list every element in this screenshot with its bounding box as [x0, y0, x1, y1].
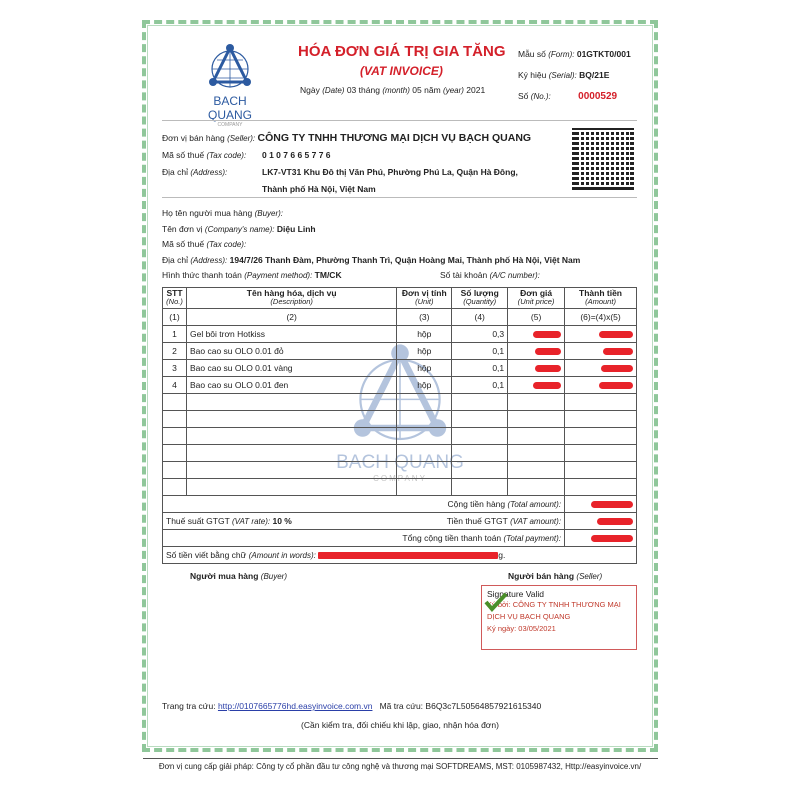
empty-row: [163, 444, 637, 461]
empty-row: [163, 410, 637, 427]
divider: [162, 120, 637, 121]
seller-sign-label: Người bán hàng (Seller): [508, 571, 603, 581]
redacted: [597, 518, 633, 525]
table-row: 4 Bao cao su OLO 0.01 đen hộp 0,1: [163, 376, 637, 393]
vat-row: Thuế suất GTGT (VAT rate): 10 % Tiền thuế GTGT (VAT amount):: [163, 512, 637, 529]
total-amount-row: Cộng tiền hàng (Total amount):: [163, 495, 637, 512]
lookup-link[interactable]: http://0107665776hd.easyinvoice.com.vn: [217, 701, 373, 711]
lookup-note: (Cần kiểm tra, đối chiếu khi lập, giao, nhận hóa đơn): [301, 720, 499, 730]
redacted: [599, 382, 633, 389]
empty-row: [163, 478, 637, 495]
checkmark-icon: [484, 592, 508, 612]
items-table: [162, 287, 637, 564]
invoice-subtitle: (VAT INVOICE): [360, 64, 443, 78]
table-header: STT (No.) Tên hàng hóa, dịch vụ (Description) Đơn vị tính (Unit) Số lượng (Quantity) Đơn giá (Unit price) Thành tiền (Amount): [163, 288, 637, 309]
logo-globe-icon: [205, 42, 255, 92]
redacted: [591, 501, 633, 508]
total-payment-row: Tổng cộng tiền thanh toán (Total payment):: [163, 529, 637, 546]
redacted: [535, 348, 561, 355]
redacted: [535, 365, 561, 372]
buyer-sign-label: Người mua hàng (Buyer): [190, 571, 288, 581]
seller-info: Đơn vị bán hàng (Seller): CÔNG TY TNHH THƯƠNG MẠI DỊCH VỤ BẠCH QUANG Mã số thuế (Tax code): 0 1 0 7 6 6 5 7 7 6 Địa chỉ (Address): LK7-VT31 Khu Đô thị Văn Phú, Phường Phú La, Quận Hà Đông, Thành phố Hà Nội, Việt Nam: [162, 132, 532, 194]
logo-sub: COMPANY: [217, 122, 243, 128]
qr-code: [572, 128, 634, 190]
company-logo: [190, 42, 270, 128]
redacted: [601, 365, 633, 372]
footer-provider: Đơn vị cung cấp giải pháp: Công ty cổ phần đầu tư công nghệ và thương mại SOFTDREAMS, MST: 0105987432, Http://easyinvoice.vn/: [158, 762, 642, 771]
redacted: [591, 535, 633, 542]
index-row: (1) (2) (3) (4) (5) (6)=(4)x(5): [163, 308, 637, 325]
digital-signature: Signature Valid Ký bởi: CÔNG TY TNHH THƯƠNG MẠI DỊCH VỤ BẠCH QUANG Ký ngày: 03/05/2021: [481, 585, 637, 650]
table-row: 1 Gel bôi trơn Hotkiss hộp 0,3: [163, 325, 637, 342]
buyer-info: Họ tên người mua hàng (Buyer): Tên đơn vị (Company's name): Diệu Linh Mã số thuế (Tax code): Địa chỉ (Address): 194/7/26 Thanh Đàm, Phường Thanh Trì, Quận Hoàng Mai, Thành phố Hà Nội, Việt Nam Hình thức thanh toán (Payment method): TM/CK Số tài khoản (A/C number):: [162, 208, 581, 280]
empty-row: [163, 461, 637, 478]
watermark: BACH QUANG COMPANY: [320, 340, 480, 483]
table-row: 2 Bao cao su OLO 0.01 đỏ hộp 0,1: [163, 342, 637, 359]
empty-row: [163, 393, 637, 410]
table-row: 3 Bao cao su OLO 0.01 vàng hộp 0,1: [163, 359, 637, 376]
empty-row: [163, 427, 637, 444]
invoice-date: Ngày (Date) 03 tháng (month) 05 năm (year) 2021: [300, 85, 486, 95]
amount-words-row: Số tiền viết bằng chữ (Amount in words): g.: [163, 546, 637, 563]
lookup-info: Trang tra cứu: http://0107665776hd.easyinvoice.com.vn Mã tra cứu: B6Q3c7L50564857921615340: [162, 701, 542, 711]
redacted: [599, 331, 633, 338]
footer-divider: [143, 758, 658, 759]
logo-name: BACH QUANG: [207, 94, 252, 122]
redacted: [603, 348, 633, 355]
invoice-title: HÓA ĐƠN GIÁ TRỊ GIA TĂNG: [298, 43, 506, 60]
redacted: [318, 552, 498, 559]
redacted: [533, 382, 561, 389]
redacted: [533, 331, 561, 338]
divider: [162, 197, 637, 198]
invoice-meta: Mẫu số (Form): 01GTKT0/001 Ký hiệu (Serial): BQ/21E Số (No.): 0000529: [518, 49, 631, 102]
